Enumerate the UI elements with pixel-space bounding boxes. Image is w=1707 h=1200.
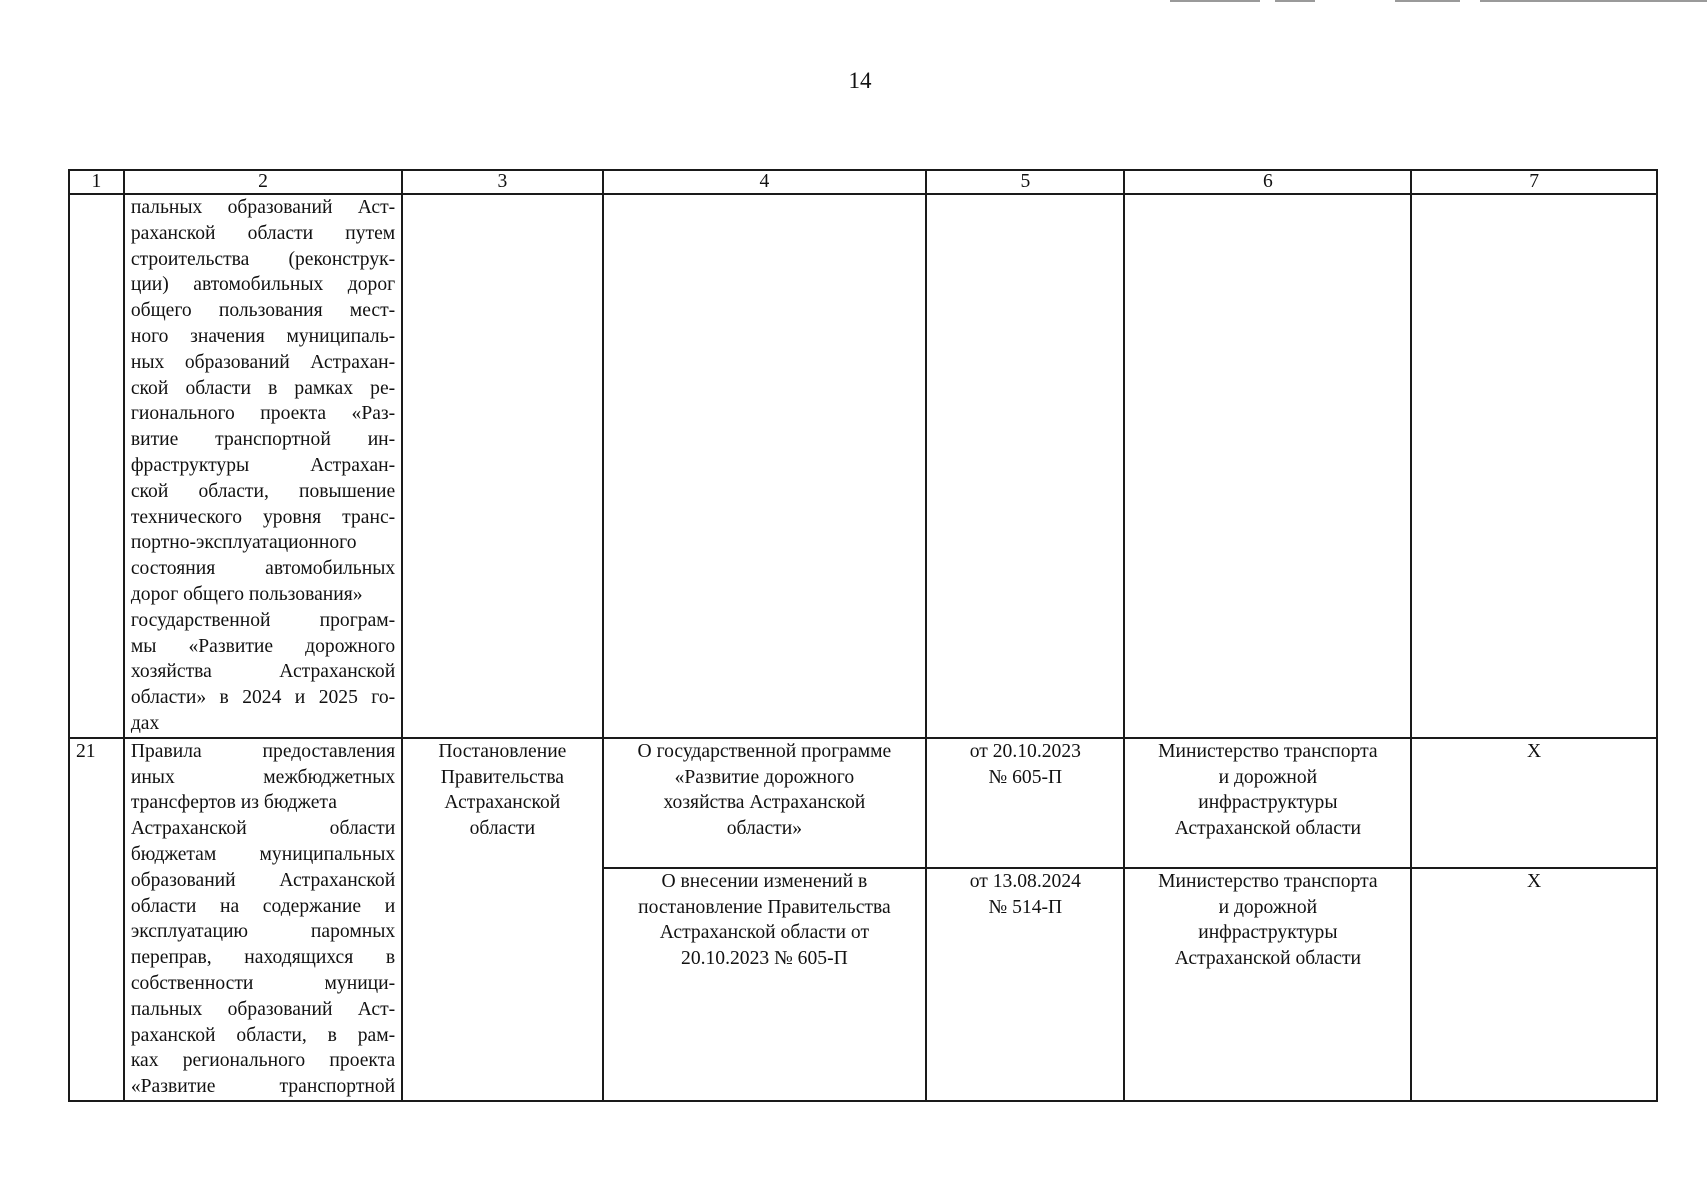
text-line: от 20.10.2023 (969, 740, 1081, 762)
column-header: 3 (402, 170, 602, 194)
text-line: ках регионального проекта (130, 1050, 396, 1072)
text-line: пальных образований Аст- (130, 197, 396, 218)
text-line: ного значения муниципаль- (130, 325, 396, 347)
text-line: ции) автомобильных дорог (130, 274, 396, 296)
column-number-row (69, 170, 1657, 194)
agency-cell (1124, 868, 1411, 1101)
text-line: области (469, 818, 536, 840)
text-line: и дорожной (1218, 896, 1318, 918)
continuation-row (69, 194, 1657, 738)
act-type-cell (402, 738, 602, 1101)
page-number: 14 (848, 68, 872, 93)
act-date-cell (926, 868, 1124, 1101)
text-line: дах (130, 712, 160, 734)
text-line: раханской области путем (130, 222, 396, 244)
text-line: собственности муници- (130, 972, 396, 994)
text-line: трансфертов из бюджета (130, 792, 337, 814)
row-number-cell: 21 (69, 738, 124, 1101)
text-line: Астраханской области (1174, 948, 1361, 970)
mark-cell: Х (1411, 868, 1657, 1101)
column-header: 2 (124, 170, 402, 194)
act-date-cell (926, 194, 1124, 738)
text-line: Министерство транспорта (1158, 870, 1378, 892)
text-line: ской области в рамках ре- (130, 377, 396, 399)
text-line: Правила предоставления (130, 740, 396, 762)
scan-edge-mark (1275, 0, 1315, 2)
text-line: и дорожной (1218, 766, 1318, 788)
act-date-cell (926, 738, 1124, 868)
text-line: хозяйства Астраханской (663, 792, 866, 814)
act-title-cell (603, 868, 927, 1101)
text-line: витие транспортной ин- (130, 429, 396, 451)
text-line: ных образований Астрахан- (130, 351, 396, 373)
text-line: № 605-П (988, 766, 1063, 788)
text-line: мы «Развитие дорожного (130, 635, 396, 657)
text-line: технического уровня транс- (130, 506, 396, 528)
column-header: 6 (1124, 170, 1411, 194)
text-line: хозяйства Астраханской (130, 661, 396, 683)
text-line: ской области, повышение (130, 480, 396, 502)
scan-edge-mark (1480, 0, 1707, 2)
rule-description-cell (124, 738, 402, 1101)
text-line: гионального проекта «Раз- (130, 403, 396, 425)
table-row-21 (69, 738, 1657, 868)
scan-edge-mark (1395, 0, 1460, 2)
text-line: иных межбюджетных (130, 766, 396, 788)
text-line: области» в 2024 и 2025 го- (130, 687, 396, 709)
agency-cell (1124, 738, 1411, 868)
text-line: Министерство транспорта (1158, 740, 1378, 762)
column-header: 1 (69, 170, 124, 194)
text-line: «Развитие дорожного (674, 766, 855, 788)
text-line: Астраханской (444, 792, 561, 814)
mark-cell: Х (1411, 738, 1657, 868)
text-line: инфраструктуры (1198, 922, 1338, 944)
text-line: эксплуатацию паромных (130, 921, 396, 943)
text-line: области на содержание и (130, 895, 396, 917)
mark-cell (1411, 194, 1657, 738)
text-line: Астраханской области (1174, 818, 1361, 840)
text-line: строительства (реконструк- (130, 248, 396, 270)
text-line: Постановление (438, 740, 567, 762)
text-line: раханской области, в рам- (130, 1024, 396, 1046)
text-line: О внесении изменений в (661, 870, 868, 892)
text-line: от 13.08.2024 (969, 870, 1081, 892)
text-line: фраструктуры Астрахан- (130, 454, 396, 476)
text-line: области» (726, 818, 803, 840)
text-line: общего пользования мест- (130, 300, 396, 322)
text-line: № 514-П (988, 896, 1063, 918)
column-header: 7 (1411, 170, 1657, 194)
text-line: государственной програм- (130, 609, 396, 631)
text-line: инфраструктуры (1198, 792, 1338, 814)
text-line: образований Астраханской (130, 869, 396, 891)
row-number-cell (69, 194, 124, 738)
text-line: портно-эксплуатационного (130, 532, 357, 554)
column-header: 5 (926, 170, 1124, 194)
text-line: О государственной программе (637, 740, 892, 762)
text-line: Астраханской области от (659, 922, 870, 944)
column-header: 4 (603, 170, 927, 194)
text-line: состояния автомобильных (130, 558, 396, 580)
text-line: 20.10.2023 № 605-П (681, 948, 848, 970)
text-line: Астраханской области (130, 818, 396, 840)
agency-cell (1124, 194, 1411, 738)
act-title-cell (603, 194, 927, 738)
act-title-cell (603, 738, 927, 868)
text-line: Правительства (440, 766, 565, 788)
text-line: постановление Правительства (638, 896, 891, 918)
text-line: дорог общего пользования» (130, 583, 363, 605)
rule-description-cell (124, 194, 402, 738)
document-table (68, 169, 1658, 1102)
text-line: пальных образований Аст- (130, 998, 396, 1020)
text-line: «Развитие транспортной (130, 1076, 396, 1098)
text-line: бюджетам муниципальных (130, 843, 396, 865)
scan-edge-mark (1170, 0, 1260, 2)
text-line: переправ, находящихся в (130, 947, 396, 969)
act-type-cell (402, 194, 602, 738)
